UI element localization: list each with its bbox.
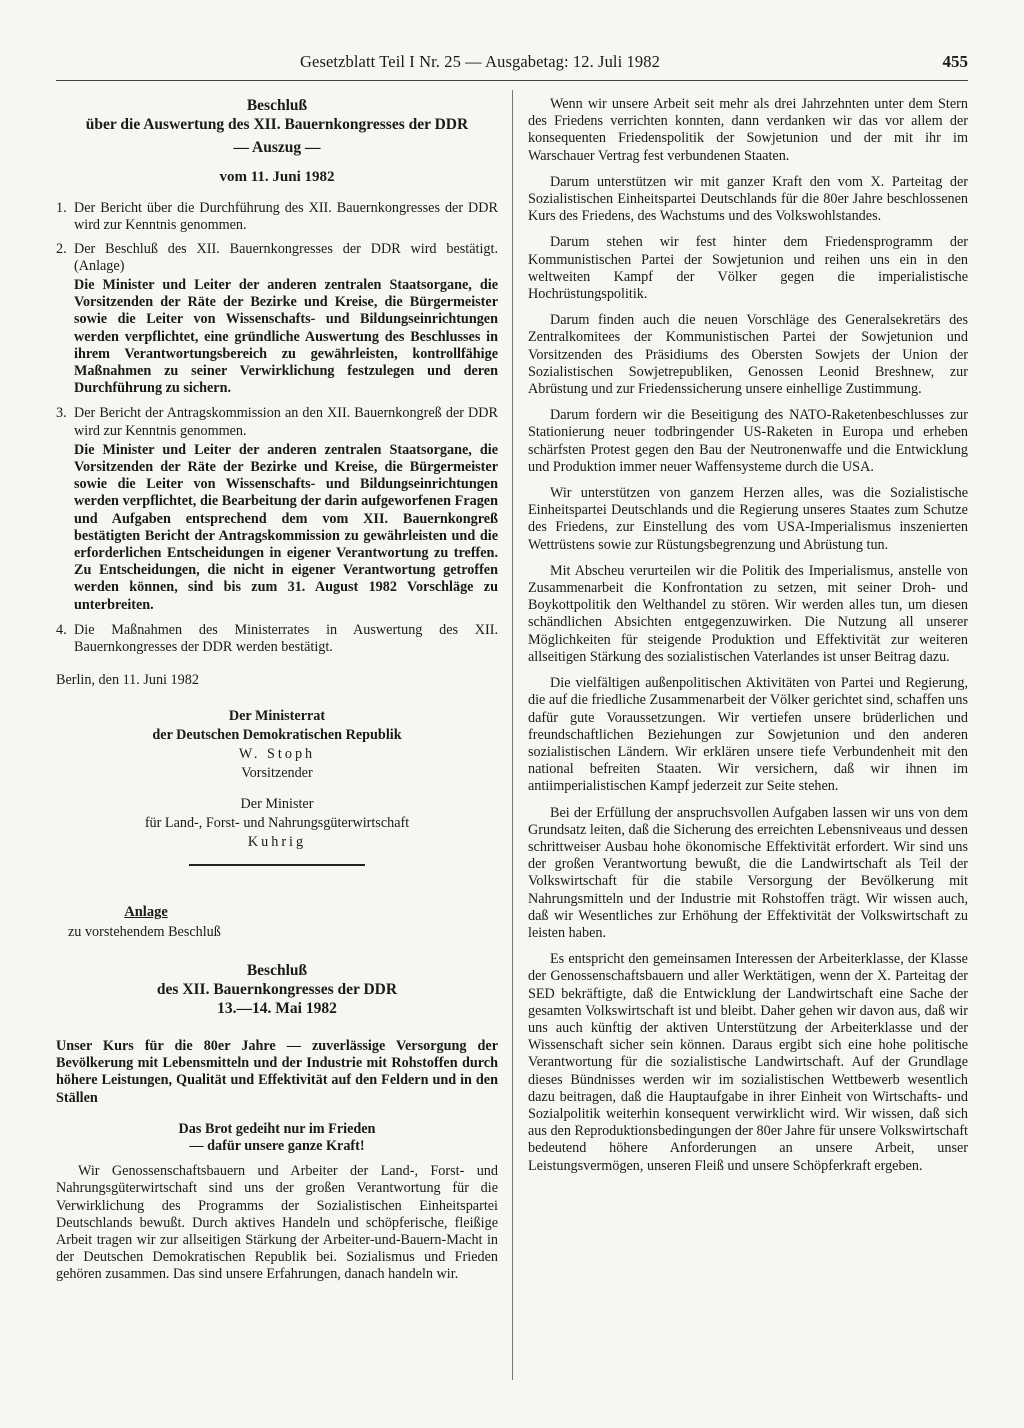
signature-role-1: Vorsitzender (241, 765, 313, 782)
course-statement: Unser Kurs für die 80er Jahre — zuverlässige Versorgung der Bevölkerung mit Lebensmitteln und der Industrie mit Rohstoffen durch höhere Leistungen, Qualität und Effektivität auf den Feldern und in den Ställen (56, 1037, 498, 1106)
place-date: Berlin, den 11. Juni 1982 (56, 672, 199, 689)
item-2-detail: Die Minister und Leiter der anderen zentralen Staatsorgane, die Vorsitzenden der Räte der Bezirke und Kreise, die Bürgermeister sowie die Leiter von Wissenschafts- und Bildungseinrichtungen werden verpflichtet, eine gründliche Auswertung des Beschlusses in ihrem Verantwortungsbereich zu gewährleisten, kontrollfähige Maßnahmen zu seiner Verwirklichung festzulegen und deren Durchführung zu sichern. (74, 277, 498, 397)
resolution-title: Beschluß (246, 97, 308, 114)
paragraph-5: Darum fordern wir die Beseitigung des NATO-Raketenbeschlusses zur Stationierung neuer todbringender US-Raketen in Europa und erheben schärfsten Protest gegen den Bau der Neutronenwaffe und die Entwicklung und Produktion immer neuer Waffensysteme durch die USA. (528, 407, 968, 475)
resolution-subject: über die Auswertung des XII. Bauernkongresses der DDR (85, 116, 469, 133)
item-3-detail: Die Minister und Leiter der anderen zentralen Staatsorgane, die Vorsitzenden der Räte der Bezirke und Kreise, die Bürgermeister sowie die Leiter von Wissenschafts- und Bildungseinrichtungen werden verpflichtet, die Bearbeitung der darin aufgeworfenen Fragen und Aufgaben entsprechend dem vom XII. Bauernkongreß bestätigten Bericht der Antragskommission zu gewährleisten und die erforderlichen Entscheidungen in eigener Verantwortung zu treffen. Zu Entscheidungen, die nicht in eigener Verantwortung getroffen werden können, sind bis zum 31. August 1982 Vorschläge zu unterbreiten. (74, 441, 498, 613)
paragraph-1: Wenn wir unsere Arbeit seit mehr als drei Jahrzehnten unter dem Stern des Friedens verrichten konnten, dann verdanken wir das vor allem der konsequenten Friedenspolitik der Sowjetunion und der mit ihr im Warschauer Vertrag fest verbundenen Staaten. (528, 96, 968, 164)
section-separator (189, 864, 365, 866)
annex-title: Anlage (124, 904, 168, 921)
annex-subtitle: zu vorstehendem Beschluß (68, 923, 221, 940)
signature-ministry: für Land-, Forst- und Nahrungsgüterwirtschaft (144, 815, 410, 832)
header-title: Gesetzblatt Teil I Nr. 25 — Ausgabetag: 12. Juli 1982 (300, 52, 660, 71)
signature-org-2: der Deutschen Demokratischen Republik (152, 727, 402, 744)
resolution-2-subject: des XII. Bauernkongresses der DDR (156, 980, 398, 998)
signature-name-2: Kuhrig (247, 834, 307, 851)
item-number: 2. (56, 240, 67, 257)
paragraph-4: Darum finden auch die neuen Vorschläge des Generalsekretärs des Zentralkomitees der Kommunistischen Partei der Sowjetunion und Vorsitzenden des Präsidiums des Obersten Sowjets der Union der Sozialistischen Sowjetrepubliken, Genossen Leonid Breshnew, zur Abrüstung und zur Friedenssicherung unsere einhellige Zustimmung. (528, 312, 968, 398)
intro-paragraph: Wir Genossenschaftsbauern und Arbeiter der Land-, Forst- und Nahrungsgüterwirtschaft sind uns der großen Verantwortung für die Verwirklichung des Programms der Sozialistischen Einheitspartei Deutschlands bewußt. Durch aktives Handeln und schöpferische, fleißige Arbeit tragen wir zur allseitigen Stärkung der Arbeiter-und-Bauern-Macht in der Deutschen Demokratischen Republik bei. Sozialismus und Frieden gehören zusammen. Das sind unsere Erfahrungen, danach handeln wir. (56, 1163, 498, 1283)
item-number: 3. (56, 405, 67, 422)
item-4 (56, 622, 498, 656)
slogan-line-2: — dafür unsere ganze Kraft! (189, 1137, 365, 1154)
signature-minister: Der Minister (240, 796, 314, 813)
paragraph-2: Darum unterstützen wir mit ganzer Kraft den vom X. Parteitag der Sozialistischen Einheitspartei Deutschlands für die 80er Jahre beschlossenen Kurs des Friedens, des Wachstums und des Volkswohlstandes. (528, 173, 968, 225)
signature-name-1: W. Stoph (238, 746, 316, 763)
left-column (56, 96, 498, 1292)
item-text: Der Bericht der Antragskommission an den XII. Bauernkongreß der DDR wird zur Kenntnis genommen. (74, 405, 498, 439)
resolution-date: vom 11. Juni 1982 (219, 169, 335, 185)
paragraph-9: Bei der Erfüllung der anspruchsvollen Aufgaben lassen wir uns von dem Grundsatz leiten, daß die Sicherung des erreichten Lebensniveaus und dessen schrittweiser Ausbau hohe ökonomische Effektivität erfordert. Wir sind uns der großen Verantwortung bewußt, die die Landwirtschaft als Teil der Volkswirtschaft für die stabile Versorgung der Bevölkerung mit Nahrungsmitteln und der Industrie mit Rohstoffen trägt. Wir wissen auch, daß wir Wesentliches zur Erhöhung der Effektivität der Volkswirtschaft zu leisten haben. (528, 804, 968, 941)
item-text: Der Beschluß des XII. Bauernkongresses der DDR wird bestätigt. (Anlage) (74, 240, 498, 274)
item-text: Der Bericht über die Durchführung des XII. Bauernkongresses der DDR wird zur Kenntnis genommen. (74, 200, 498, 234)
slogan-line-1: Das Brot gedeiht nur im Frieden (178, 1120, 376, 1137)
item-text: Die Maßnahmen des Ministerrates in Auswertung des XII. Bauernkongresses der DDR werden bestätigt. (74, 621, 498, 656)
resolution-2-title: Beschluß (246, 961, 308, 979)
resolution-2-date: 13.—14. Mai 1982 (217, 999, 337, 1017)
resolution-excerpt: — Auszug — (233, 139, 321, 156)
signature-org-1: Der Ministerrat (228, 708, 326, 725)
paragraph-8: Die vielfältigen außenpolitischen Aktivitäten von Partei und Regierung, die auf die friedliche Zusammenarbeit der Völker gerichtet sind, schaffen uns dafür gute Voraussetzungen. Wir vertiefen unsere brüderlichen und freundschaftlichen Beziehungen zur Sowjetunion und den anderen sozialistischen Ländern. Wir erklären unsere tiefe Verbundenheit mit den national befreiten Staaten. Wir versichern, daß wir ihnen im antiimperialistischen Kampf jederzeit zur Seite stehen. (528, 675, 968, 795)
column-divider (512, 90, 513, 1380)
paragraph-6: Wir unterstützen von ganzem Herzen alles, was die Sozialistische Einheitspartei Deutschlands und die Regierung unseres Staates zum Schutze des Friedens, zur Einstellung des vom USA-Imperialismus inszenierten Wettrüstens sowie zur Rüstungsbegrenzung und Abrüstung tun. (528, 485, 968, 553)
item-number: 4. (56, 621, 67, 638)
paragraph-7: Mit Abscheu verurteilen wir die Politik des Imperialismus, anstelle von Zusammenarbeit die Konfrontation zu setzen, mit seiner Droh- und Boykottpolitik den Welthandel zu stören. Wir werden alles tun, um diesen schändlichen Absichten entgegenzuwirken. Die Nutzung all unserer Möglichkeiten für steigende Produktion und Effektivität zur weiteren allseitigen Stärkung des sozialistischen Vaterlandes ist unser Beitrag dazu. (528, 562, 968, 665)
running-header (0, 50, 1024, 80)
item-3 (56, 405, 498, 439)
item-number: 1. (56, 200, 67, 217)
item-1 (56, 200, 498, 234)
paragraph-3: Darum stehen wir fest hinter dem Friedensprogramm der Kommunistischen Partei der Sowjetunion und reihen uns ein in den weltweiten Kampf der Völker gegen die imperialistische Hochrüstungspolitik. (528, 234, 968, 303)
page-number: 455 (942, 52, 968, 71)
paragraph-10: Es entspricht den gemeinsamen Interessen der Arbeiterklasse, der Klasse der Genossenschaftsbauern und aller Werktätigen, wenn der X. Parteitag der SED bekräftigte, daß die Entwicklung der Landwirtschaft eine Sache der gesamten Volkswirtschaft ist und bleibt. Daher gehen wir davon aus, daß wir uns auch künftig der aktiven Unterstützung der Arbeiterklasse und der Wissenschaft sicher sein können. Daraus ergibt sich eine hohe politische Verantwortung für die sozialistische Landwirtschaft. Auf der Grundlage dieses Bündnisses werden wir im sozialistischen Wettbewerb wesentlich dazu beitragen, daß die Hauptaufgabe in ihrer Einheit von Wirtschafts- und Sozialpolitik weiterhin konsequent verwirklicht wird. Wir wissen, daß sich aus den Reproduktionsbedingungen der 80er Jahre für unsere Volkswirtschaft bedeutend höhere Anforderungen an unsere Arbeit, unser Leistungsvermögen, unseren Fleiß und unsere Schöpferkraft ergeben. (528, 951, 968, 1174)
header-rule (56, 80, 968, 81)
item-2 (56, 241, 498, 275)
right-column (528, 96, 968, 1184)
